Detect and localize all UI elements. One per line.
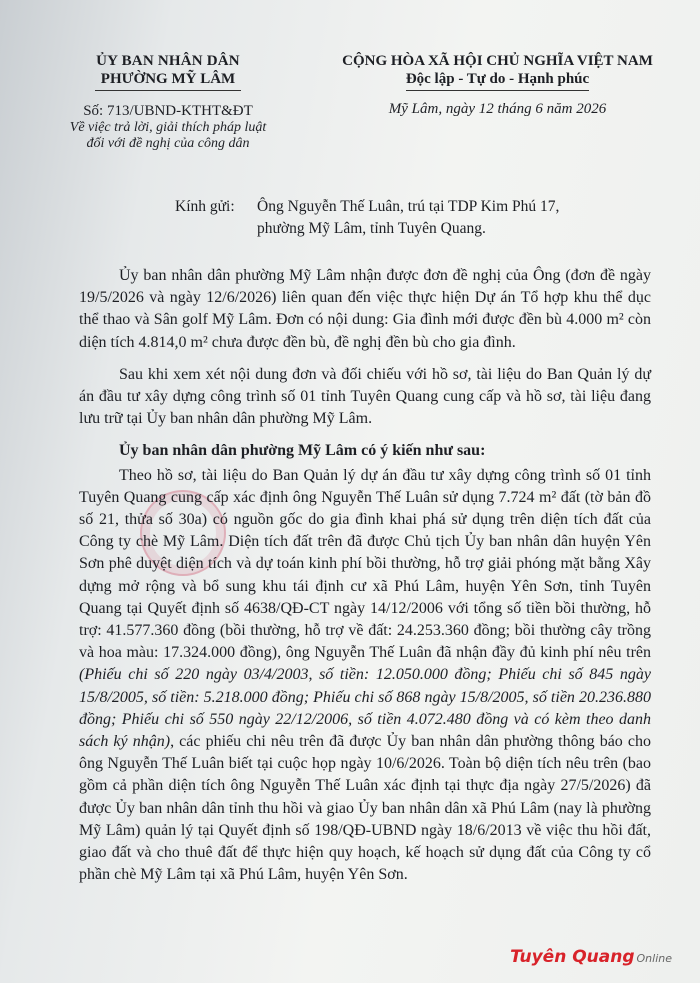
nation-name: CỘNG HÒA XÃ HỘI CHỦ NGHĨA VIỆT NAM [342, 53, 653, 69]
tuyen-quang-online-logo [510, 947, 672, 967]
document-date: Mỹ Lâm, ngày 12 tháng 6 năm 2026 [388, 101, 607, 117]
issuer-block [48, 52, 288, 152]
recipient-line2: phường Mỹ Lâm, tỉnh Tuyên Quang. [257, 220, 486, 237]
findings-receipts: (Phiếu chi số 220 ngày 03/4/2003, số tiền: 12.050.000 đồng; Phiếu chi số 845 ngày 15/8/2005, số tiền: 5.218.000 đồng; Phiếu chi số 868 ngày 15/8/2005, số tiền 20.236.880 đồng; Phiếu chi số 550 ngày 22/12/2006, số tiền 4.072.480 đồng và có kèm theo danh sách ký nhận) [79, 666, 651, 751]
paragraph-findings [79, 465, 651, 887]
national-heading [300, 52, 695, 118]
national-motto: Độc lập - Tự do - Hạnh phúc [406, 70, 589, 91]
logo-brand: Tuyên Quang [510, 947, 635, 967]
findings-text-a: Theo hồ sơ, tài liệu do Ban Quản lý dự án đầu tư xây dựng công trình số 01 tỉnh Tuyên Quang cung cấp xác định ông Nguyễn Thế Luân sử dụng 7.724 m² đất (tờ bản đồ số 21, thửa số 30a) có nguồn gốc do gia đình khai phá sử dụng trên diện tích đất của Công ty chè Mỹ Lâm. Diện tích đất trên đã được Chủ tịch Ủy ban nhân dân huyện Yên Sơn phê duyệt diện tích và dự toán kinh phí bồi thường, hỗ trợ giải phóng mặt bằng Xây dựng mở rộng và bổ sung khu tái định cư xã Phú Lâm, huyện Yên Sơn, tỉnh Tuyên Quang tại Quyết định số 4638/QĐ-CT ngày 14/12/2006 với tổng số tiền bồi thường, hỗ trợ: 41.577.360 đồng (bồi thường, hỗ trợ về đất: 24.253.360 đồng; bồi thường cây trồng và hoa màu: 17.324.000 đồng), ông Nguyễn Thế Luân đã nhận đầy đủ kinh phí nêu trên [79, 466, 651, 662]
findings-text-b: , các phiếu chi nêu trên đã được Ủy ban nhân dân phường thông báo cho ông Nguyễn Thế Luân biết tại cuộc họp ngày 10/6/2026. Toàn bộ diện tích nêu trên (bao gồm cả phần diện tích ông Nguyễn Thế Luân xác định tại thực địa ngày 27/5/2026) đã được Ủy ban nhân dân tỉnh thu hồi và giao Ủy ban nhân dân xã Phú Lâm (nay là phường Mỹ Lâm) quản lý tại Quyết định số 198/QĐ-UBND ngày 18/6/2013 về việc thu hồi đất, giao đất và cho thuê đất để thực hiện quy hoạch, kế hoạch sử dụng đất của Công ty cổ phần chè Mỹ Lâm tại xã Phú Lâm, huyện Yên Sơn. [79, 733, 652, 884]
paragraph-review: Sau khi xem xét nội dung đơn và đối chiếu với hồ sơ, tài liệu do Ban Quản lý dự án đầu tư xây dựng công trình số 01 tỉnh Tuyên Quang cung cấp và hồ sơ, tài liệu đang lưu trữ tại Ủy ban nhân dân phường Mỹ Lâm. [79, 365, 651, 428]
paragraph-opinion-heading: Ủy ban nhân dân phường Mỹ Lâm có ý kiến như sau: [119, 442, 486, 460]
document-subject-line1: Về việc trả lời, giải thích pháp luật [69, 120, 267, 135]
letter-body [79, 265, 651, 886]
document-number: Số: 713/UBND-KTHT&ĐT [83, 103, 253, 119]
recipient-label: Kính gửi: [175, 198, 235, 215]
recipient-text [257, 196, 677, 240]
issuer-org-line2: PHƯỜNG MỸ LÂM [95, 70, 241, 91]
logo-suffix: Online [636, 952, 672, 965]
paragraph-request: Ủy ban nhân dân phường Mỹ Lâm nhận được đơn đề nghị của Ông (đơn đề ngày 19/5/2026 và ngày 12/6/2026) liên quan đến việc thực hiện Dự án Tổ hợp khu thể dục thể thao và Sân golf Mỹ Lâm. Đơn có nội dung: Gia đình mới được đền bù 4.000 m² còn diện tích 4.814,0 m² chưa được đền bù, đề nghị đền bù cho gia đình. [79, 267, 651, 351]
recipient-line1: Ông Nguyễn Thế Luân, trú tại TDP Kim Phú 17, [257, 198, 560, 215]
document-subject-line2: đối với đề nghị của công dân [86, 136, 250, 151]
issuer-org-line1: ỦY BAN NHÂN DÂN [96, 53, 240, 69]
